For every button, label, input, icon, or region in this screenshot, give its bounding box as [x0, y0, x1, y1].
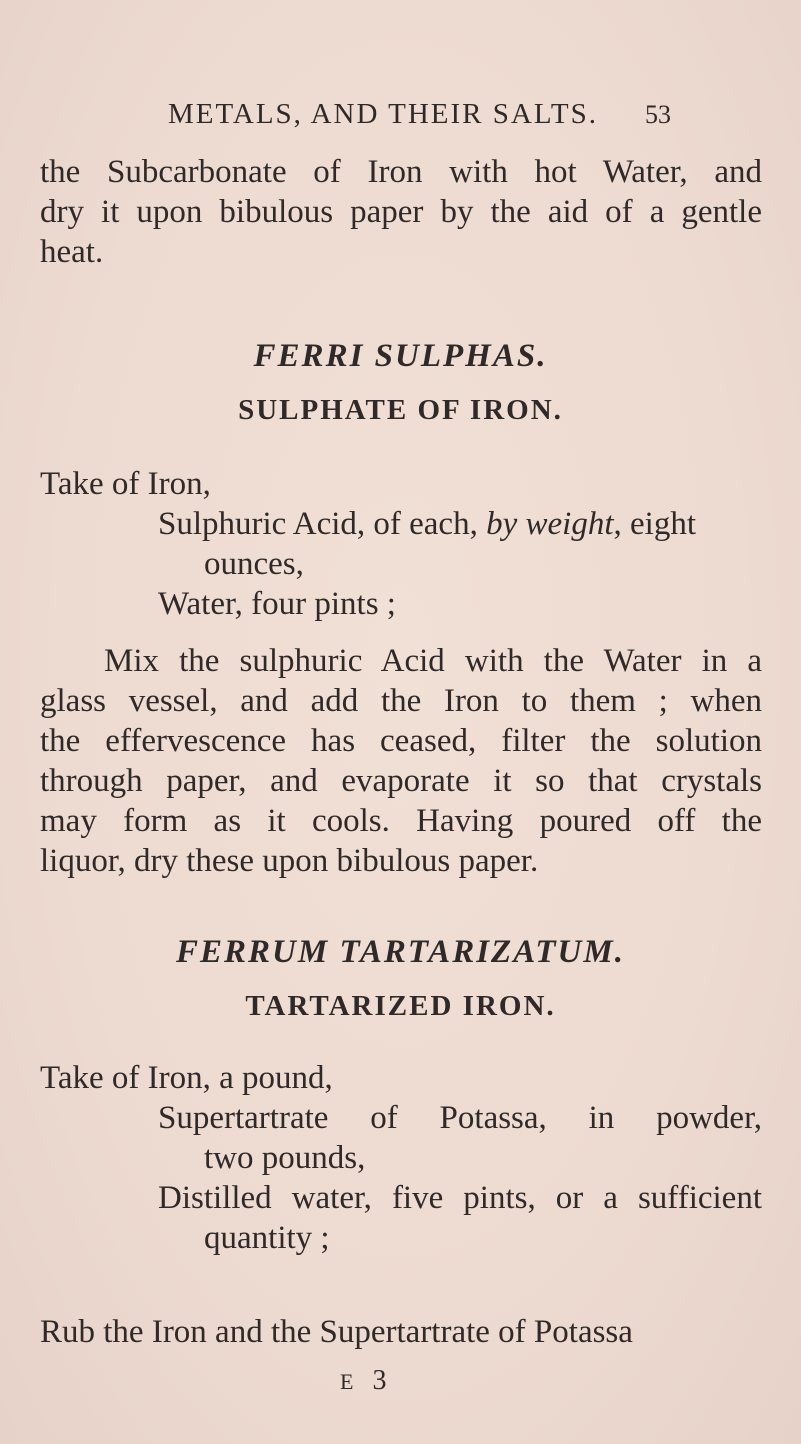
intro-line: dry it upon bibulous paper by the aid of a gentle	[40, 194, 762, 230]
directions-line: glass vessel, and add the Iron to them ; when	[40, 683, 762, 719]
directions-line: the effervescence has ceased, filter the solution	[40, 723, 762, 759]
ingredients-list-ferrum-tartarizatum	[40, 1058, 762, 1258]
ingredient-text: Sulphuric Acid, of each,	[158, 506, 487, 542]
ingredient-intro: Take of Iron,	[40, 466, 211, 502]
section-title-ferrum-tartarizatum: FERRUM TARTARIZATUM.	[176, 934, 625, 970]
directions-line: may form as it cools. Having poured off the	[40, 803, 762, 839]
ingredient-text: Distilled water, five pints, or a sufficient	[158, 1180, 762, 1216]
directions-line: liquor, dry these upon bibulous paper.	[40, 843, 539, 879]
section-title-ferri-sulphas: FERRI SULPHAS.	[253, 338, 548, 374]
directions-line: Mix the sulphuric Acid with the Water in a	[104, 643, 762, 679]
ingredient-continuation: quantity ;	[204, 1220, 330, 1256]
ingredient-item: Water, four pints ;	[158, 586, 396, 622]
ingredient-item	[40, 1098, 762, 1178]
ingredient-italic: by weight	[486, 506, 614, 542]
printer-signature-mark: E 3	[340, 1365, 393, 1396]
directions-line: Rub the Iron and the Supertartrate of Potassa	[40, 1314, 633, 1350]
ingredients-list-ferri-sulphas	[40, 464, 762, 624]
intro-paragraph	[40, 152, 762, 272]
intro-line: heat.	[40, 234, 104, 270]
directions-line: through paper, and evaporate it so that crystals	[40, 763, 762, 799]
directions-paragraph-ferri-sulphas	[40, 641, 762, 881]
directions-paragraph-ferrum-tartarizatum	[40, 1312, 762, 1352]
section-subtitle-tartarized-iron: TARTARIZED IRON.	[245, 990, 556, 1022]
ingredient-continuation: ounces,	[204, 546, 304, 582]
section-subtitle-sulphate-of-iron: SULPHATE OF IRON.	[238, 394, 563, 426]
ingredient-continuation: two pounds,	[204, 1140, 366, 1176]
intro-line: the Subcarbonate of Iron with hot Water, and	[40, 154, 762, 190]
page-number: 53	[645, 100, 671, 129]
running-header: METALS, AND THEIR SALTS.	[168, 98, 598, 130]
ingredient-item	[40, 1178, 762, 1258]
ingredient-item	[40, 504, 762, 584]
ingredient-text: Supertartrate of Potassa, in powder,	[158, 1100, 762, 1136]
ingredient-text: , eight	[613, 506, 696, 542]
ingredient-intro: Take of Iron, a pound,	[40, 1060, 333, 1096]
